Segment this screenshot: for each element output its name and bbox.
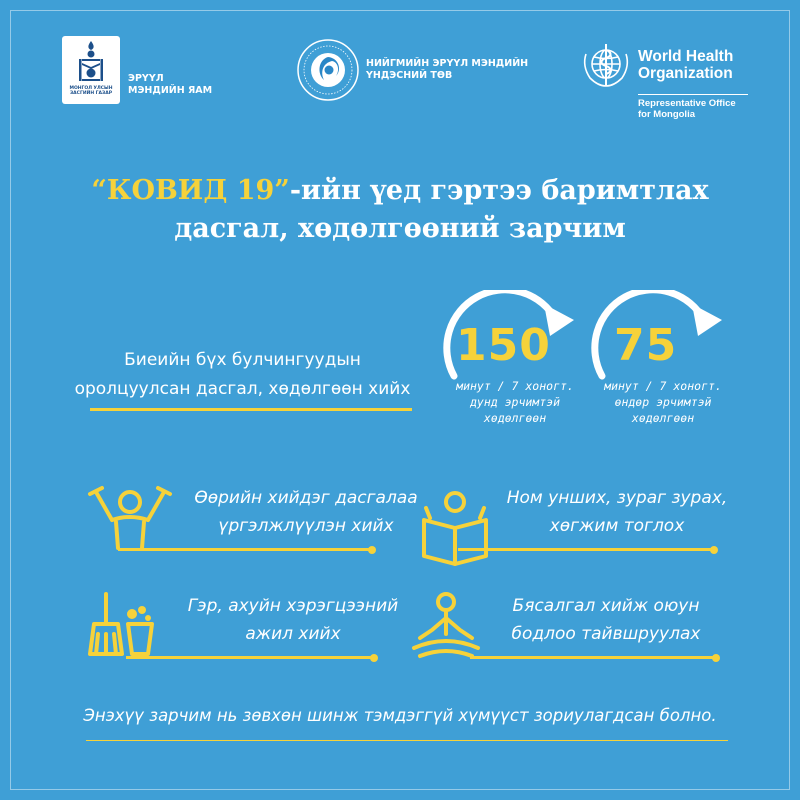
title-line2: дасгал, хөдөлгөөний зарчим [174, 213, 626, 244]
activity-underline-dot [368, 546, 376, 554]
activity-line2: ажил хийх [245, 624, 341, 644]
activity-line1: Өөрийн хийдэг дасгалаа [194, 488, 418, 508]
broom-bucket-icon [88, 590, 158, 660]
activity-underline [118, 548, 372, 551]
activity-underline-dot [712, 654, 720, 662]
who-subtitle: Representative Office for Mongolia [638, 98, 736, 120]
footer-note: Энэхүү зарчим нь зөвхөн шинж тэмдэггүй хүмүүст зориулагдсан болно. [83, 706, 717, 725]
activity-underline [458, 548, 714, 551]
stat-description: минут / 7 хоногт. дунд эрчимтэй хөдөлгөөн [456, 379, 574, 425]
who-divider [638, 94, 748, 95]
activity-underline-dot [370, 654, 378, 662]
title-line1-rest: -ийн үед гэртээ баримтлах [289, 175, 709, 206]
stat-description: минут / 7 хоногт. өндөр эрчимтэй хөдөлгөөн [604, 379, 722, 425]
stat-number: 75 [614, 320, 678, 371]
main-recommendation: Биеийн бүх булчингуудын оролцуулсан дасгал, хөдөлгөөн хийх [74, 350, 411, 399]
activity-underline [470, 656, 716, 659]
ministry-logo [62, 36, 212, 104]
activity-line2: үргэлжлүүлэн хийх [218, 516, 394, 536]
who-emblem-icon [580, 40, 632, 90]
activity-line1: Бясалгал хийж оюун [512, 596, 700, 616]
page-title [0, 172, 800, 248]
soyombo-icon [76, 40, 106, 84]
meditation-icon [406, 590, 486, 662]
soyombo-emblem [62, 36, 120, 104]
emblem-caption: МОНГОЛ УЛСЫН ЗАСГИЙН ГАЗАР [69, 86, 113, 96]
who-logo [580, 40, 748, 120]
footer-underline [86, 740, 728, 741]
activity-line1: Гэр, ахуйн хэрэгцээний [187, 596, 399, 616]
ministry-name: ЭРҮҮЛ МЭНДИЙН ЯАМ [128, 73, 213, 96]
activity-underline-dot [710, 546, 718, 554]
stat-moderate [440, 290, 600, 440]
person-exercising-icon [82, 480, 178, 564]
title-highlight: “КОВИД 19” [91, 175, 290, 206]
person-reading-icon [418, 490, 492, 570]
nphc-logo [296, 38, 528, 102]
activity-underline [126, 656, 374, 659]
activity-line2: хөгжим тоглох [549, 516, 685, 536]
nphc-emblem-icon [296, 38, 360, 102]
who-title: World Health Organization [638, 48, 734, 82]
activity-line2: бодлоо тайвшруулах [511, 624, 701, 644]
stat-number: 150 [456, 320, 551, 371]
main-recommendation-underline [90, 408, 412, 411]
nphc-name: НИЙГМИЙН ЭРҮҮЛ МЭНДИЙН ҮНДЭСНИЙ ТӨВ [366, 58, 529, 81]
stat-vigorous [588, 290, 748, 440]
activity-line1: Ном унших, зураг зурах, [506, 488, 728, 508]
